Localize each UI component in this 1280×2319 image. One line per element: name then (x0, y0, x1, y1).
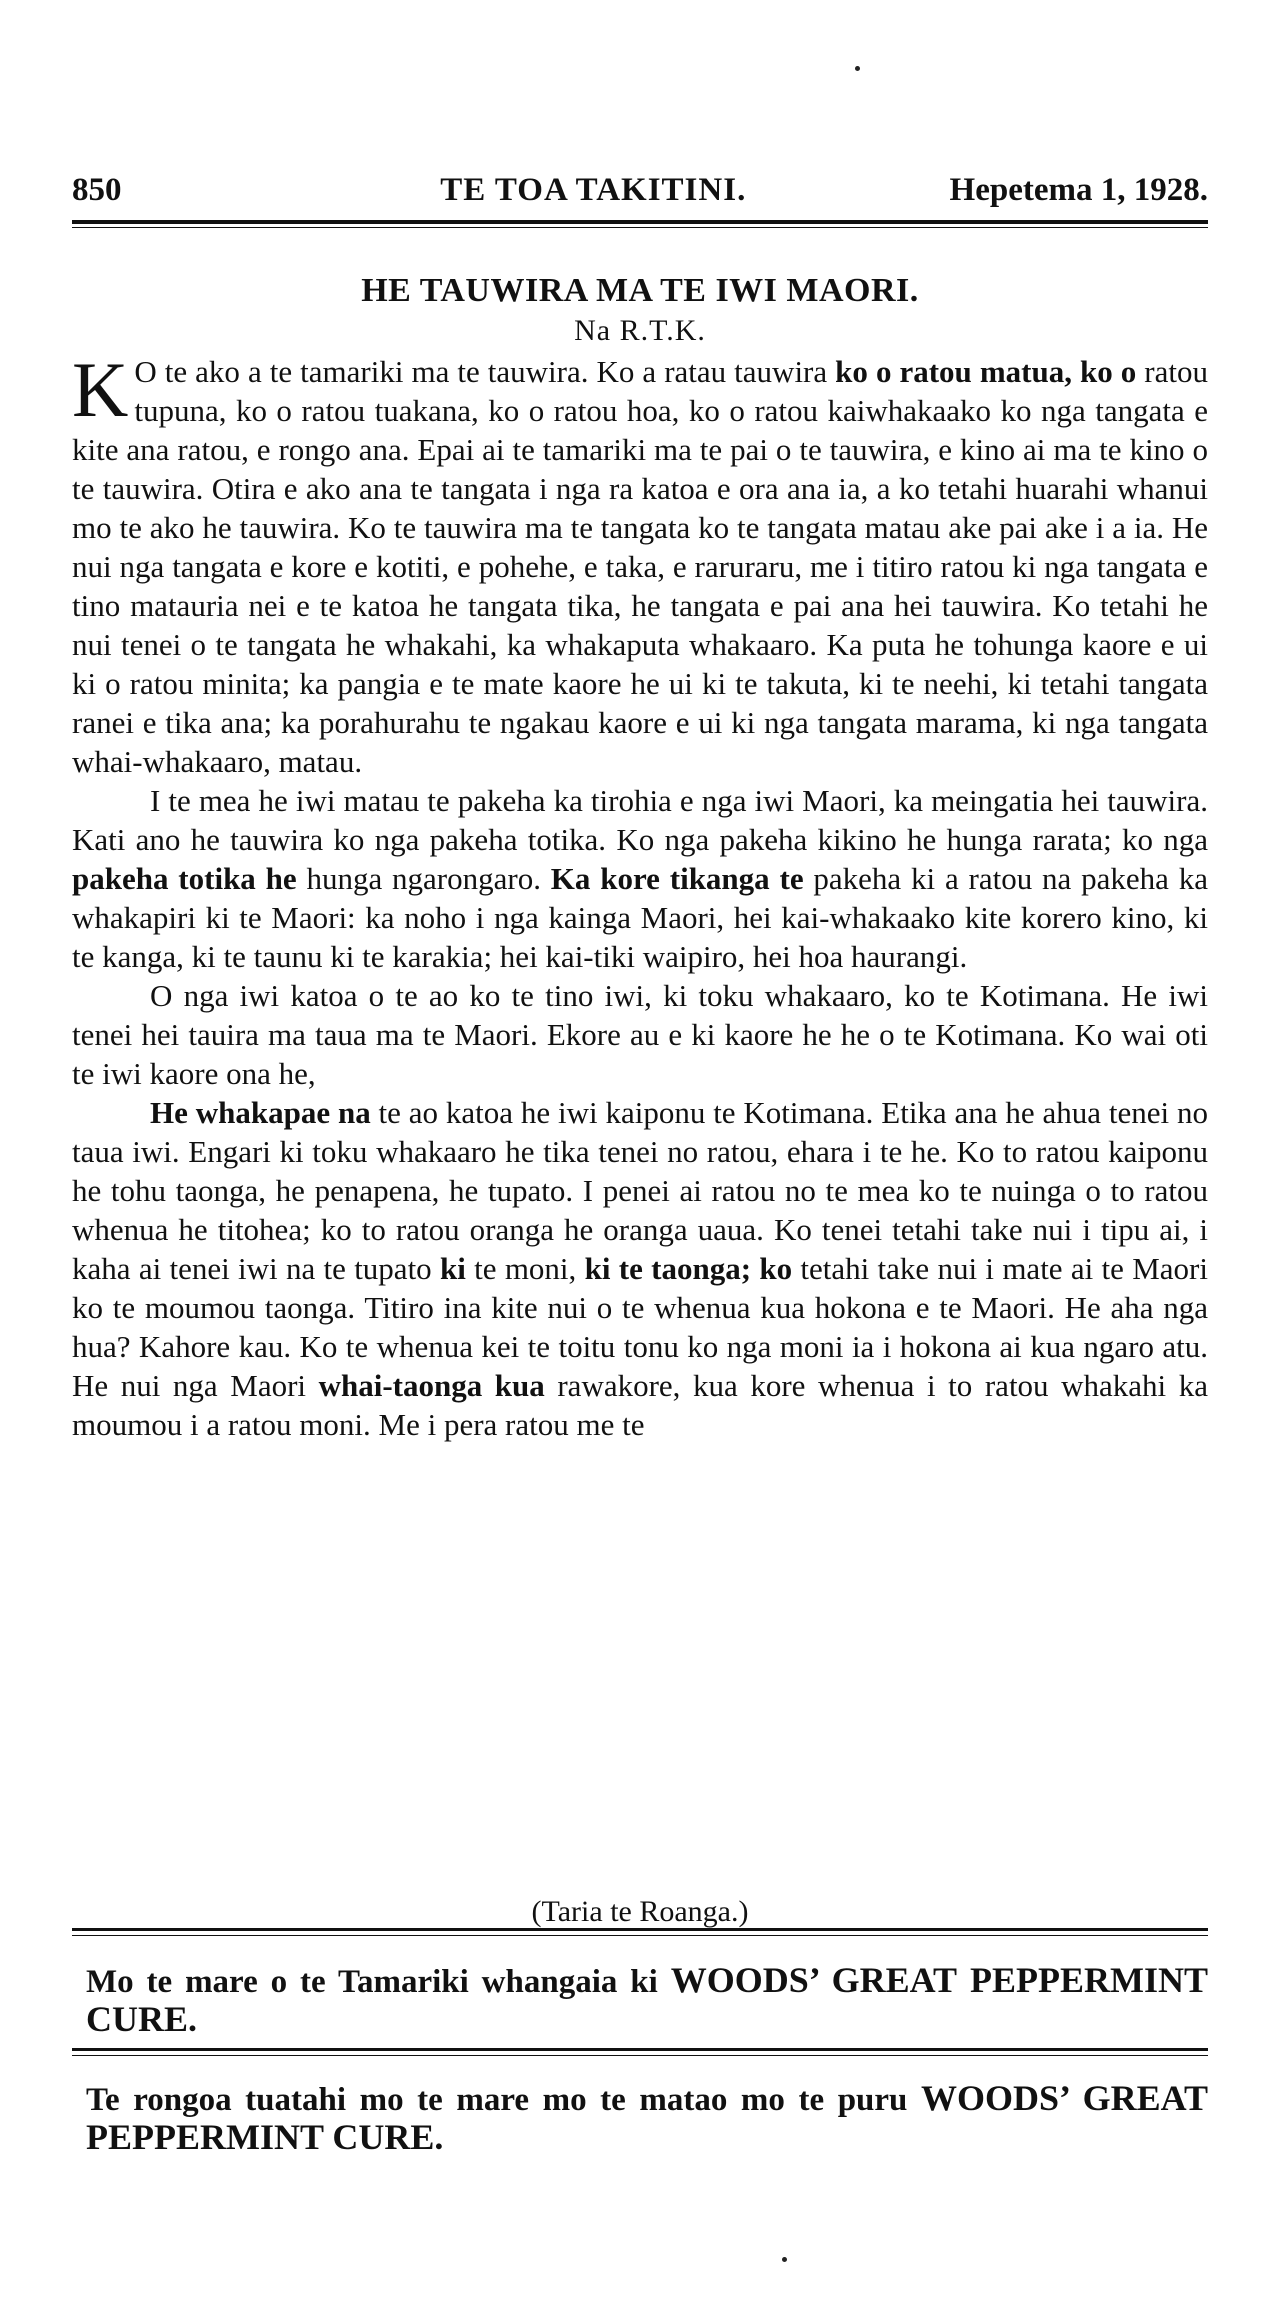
page-header (72, 172, 1208, 216)
p4-text-c: tetahi take nui i mate ai te Maori ko te moumou taonga. Titiro ina kite nui o te whenua kua hokona e te Maori. He aha nga hua? Kahore kau. Ko te whenua kei te toitu tonu ko nga moni ia i hokona ai kua ngaro atu. He nui nga Maori (72, 1251, 1208, 1403)
p2-text-c: pakeha ki a ratou na pakeha ka whakapiri ki te Maori: ka noho i nga kainga Maori, hei kai-whakaako kite korero kino, ki te kanga, ki te taunu ki te karakia; hei kai-tiki waipiro, hei hoa haurangi. (72, 861, 1209, 974)
p2-bold-2: Ka kore tikanga te (550, 861, 804, 896)
ad-2-product: WOODS’ GREAT PEPPERMINT CURE. (86, 2078, 1208, 2157)
article-body (72, 346, 1209, 1444)
p4-text-b: te moni, (465, 1251, 585, 1286)
section-rule (72, 1928, 1208, 1931)
ad-rule (72, 2048, 1208, 2051)
ad-1-product: WOODS’ GREAT PEPPERMINT CURE. (86, 1960, 1209, 2039)
p4-bold-1: He whakapae na (150, 1095, 371, 1130)
publication-title: TE TOA TAKITINI. (440, 172, 747, 208)
issue-date: Hepetema 1, 1928. (949, 172, 1208, 208)
paragraph-3: O nga iwi katoa o te ao ko te tino iwi, ki toku whakaaro, ko te Kotimana. He iwi tenei hei tauira ma taua ma te Maori. Ekore au e ki kaore he he o te Kotimana. Ko wai oti te iwi kaore ona he, (72, 978, 1208, 1091)
advertisement-1 (86, 1962, 1208, 2040)
p4-text-d: rawakore, kua kore whenua i to ratou whakahi ka moumou i a ratou moni. Me i pera ratou me te (72, 1368, 1208, 1442)
ad-2-text: Te rongoa tuatahi mo te mare mo te matao mo te puru (86, 2082, 921, 2118)
article-title: HE TAUWIRA MA TE IWI MAORI. (361, 272, 919, 309)
p4-bold-4: whai-taonga kua (318, 1368, 545, 1403)
p1-text-a: O te ako a te tamariki ma te tauwira. Ko a ratau tauwira (134, 354, 836, 389)
section-rule-thin (72, 1935, 1208, 1936)
header-rule (72, 220, 1208, 224)
p1-text-b: ratou tupuna, ko o ratou tuakana, ko o ratou hoa, ko o ratou kaiwhakaako ko nga tangata e kite ana ratou, e rongo ana. Epai ai te tamariki ma te pai o te tauwira, e kino ai ma te kino o te tauwira. Otira e ako ana te tangata i nga ra katoa e ora ana ia, a ko tetahi huarahi whanui mo te ako he tauwira. Ko te tauwira ma te tangata ko te tangata matau ake pai ake i a ia. He nui nga tangata e kore e kotiti, e pohehe, e taka, e raruraru, me i titiro ratou ki nga tangata e tino matauria nei e te katoa he tangata tika, he tangata e pai ana hei tauwira. Ko tetahi he nui tenei o te tangata he whakahi, ka whakaputa whakaaro. Ka puta he tohunga kaore e ui ki o ratou minita; ka pangia e te mate kaore he ui ki te takuta, ki te neehi, ki tetahi tangata ranei e tika ana; ka porahurahu te ngakau kaore e ui ki nga tangata marama, ki nga tangata whai-whakaaro, matau. (72, 354, 1208, 779)
header-rule-thin (72, 227, 1208, 228)
print-speck (855, 66, 860, 71)
p4-text-a: te ao katoa he iwi kaiponu te Kotimana. Etika ana he ahua tenei no taua iwi. Engari ki toku whakaaro he tika tenei no ratou, ehara i te he. Ko to ratou kaiponu he tohu taonga, he penapena, he tupato. I penei ai ratou no te mea ko te nuinga o to ratou whenua he titohea; ko to ratou oranga he oranga uaua. Ko tenei tetahi take nui i tipu ai, i kaha ai tenei iwi na te tupato (72, 1095, 1209, 1286)
ad-rule-thin (72, 2055, 1208, 2056)
paragraph-4 (72, 1093, 1208, 1444)
print-speck (782, 2257, 787, 2262)
paragraph-1 (72, 346, 1208, 781)
article-byline: Na R.T.K. (574, 314, 706, 347)
page-number: 850 (72, 172, 122, 208)
paragraph-2 (72, 781, 1208, 976)
advertisement-2 (86, 2080, 1208, 2158)
ad-1-text: Mo te mare o te Tamariki whangaia ki (86, 1964, 671, 2000)
continued-note: (Taria te Roanga.) (531, 1895, 749, 1928)
p2-bold-1: pakeha totika he (72, 861, 297, 896)
p1-bold: ko o ratou matua, ko o (835, 354, 1137, 389)
p4-bold-3: ki te taonga; ko (584, 1251, 793, 1286)
drop-cap: K (72, 346, 129, 433)
p2-text-a: I te mea he iwi matau te pakeha ka tirohia e nga iwi Maori, ka meingatia hei tauwira. Kati ano he tauwira ko nga pakeha totika. Ko nga pakeha kikino he hunga rarata; ko nga (72, 783, 1208, 857)
p2-text-b: hunga ngarongaro. (296, 861, 551, 896)
p4-bold-2: ki (439, 1251, 466, 1286)
